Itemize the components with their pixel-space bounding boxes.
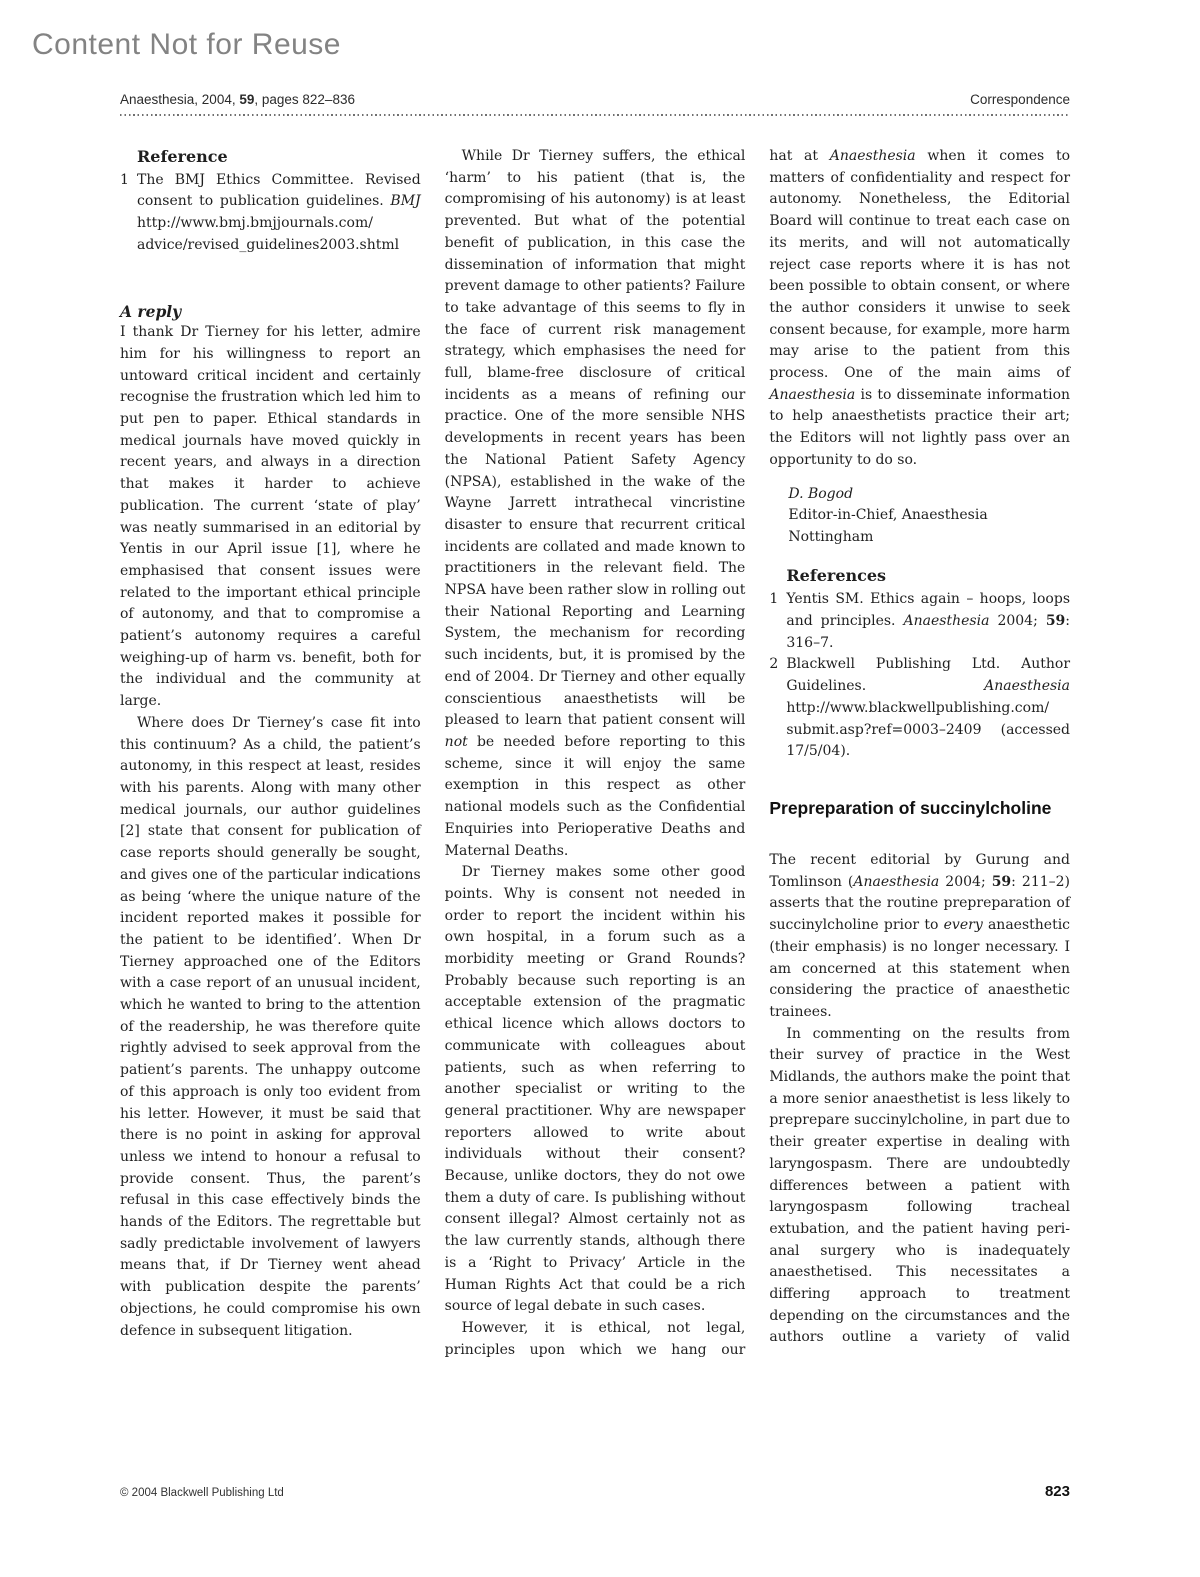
paragraph: hat at Anaesthesia when it comes to matters of confidentiality and respect for autonomy. Nonetheless, the Editorial Board will continue to treat each case on its merits, and will not automatically reject case reports where it is has not been possible to obtain consent, or where the author considers it unwise to seek consent because, for example, more harm may arise to the patient from this process. One of the main aims of Anaesthesia is to disseminate information to help anaesthetists practice their art; the Editors will not lightly pass over an opportunity to do so. <box>769 148 1071 468</box>
reference-item <box>120 170 421 257</box>
signature-location: Nottingham <box>788 528 874 545</box>
paragraph: I thank Dr Tierney for his letter, admire him for his willingness to report an untoward critical incident and certainly recognise the frustration which led him to put pen to paper. Ethical standards in medical journals have moved quickly in recent years, and always in a direction that makes it harder to achieve publication. The current ‘state of play’ was neatly summarised in an editorial by Yentis in our April issue [1], where he emphasised that consent issues were related to the important ethical principle of autonomy, and that to compromise a patient’s autonomy requires a careful weighing-up of harm vs. benefit, both for the individual and the community at large. <box>120 324 421 710</box>
paragraph: Where does Dr Tierney’s case fit into this continuum? As a child, the patient’s autonomy, in this respect at least, resides with his parents. Along with many other medical journals, our author guidelines [2] state that consent for publication of case reports should generally be sought, and gives one of the particular indications as being ‘where the unique nature of the incident reported makes it possible for the patient to be identified’. When Dr Tierney approached one of the Editors with a case report of an unusual incident, which he wanted to bring to the attention of the readership, he was therefore quite rightly advised to seek approval from the patient’s parents. The unhappy outcome of this approach is only too evident from his letter. However, it must be said that there is no point in asking for approval unless we intend to honour a refusal to provide consent. Thus, the parent’s refusal in this case effectively binds the hands of the Editors. The regrettable but sadly predictable involvement of lawyers means that, if Dr Tierney went ahead with publication despite the parents’ objections, he could compromise his own defence in subsequent litigation. <box>120 714 421 1339</box>
page-header <box>120 92 1070 107</box>
section-label: Correspondence <box>970 92 1070 107</box>
reference-number: 1 <box>120 171 129 188</box>
reference-number: 2 <box>769 656 779 673</box>
column-1 <box>120 146 421 1361</box>
copyright-notice: © 2004 Blackwell Publishing Ltd <box>120 1487 284 1499</box>
article-title: Prepreparation of succinylcholine <box>769 797 1052 818</box>
watermark-text: Content Not for Reuse <box>32 28 341 61</box>
paragraph: In commenting on the results from their survey of practice in the West Midlands, the authors make the point that a more senior anaesthetist is less likely to preprepare succinylcholine, in part due to their greater expertise in dealing with laryngospasm. There are undoubtedly differences between a patient with laryngospasm following tracheal extubation, and the patient having peri-anal surgery who is inadequately anaesthetised. This necessitates a differing approach to treatment depending on the circumstances and the authors outline a variety of valid <box>769 1025 1071 1346</box>
reference-text: Yentis SM. Ethics again – hoops, loops and principles. Anaesthesia 2004; 59: 316–7. <box>786 591 1071 651</box>
text-columns <box>120 146 1070 1361</box>
signature-block <box>788 484 1070 549</box>
header-dotted-rule <box>120 114 1070 116</box>
paragraph: The recent editorial by Gurung and Tomlinson (Anaesthesia 2004; 59: 211–2) asserts that the routine prepreparation of succinylcholine prior to every anaesthetic (their emphasis) is no longer necessary. I am concerned at this statement when considering the practice of anaesthetic trainees. <box>769 851 1071 1020</box>
reference-number: 1 <box>769 591 779 608</box>
reply-heading: A reply <box>120 301 182 321</box>
journal-citation: Anaesthesia, 2004, 59, pages 822–836 <box>120 92 355 107</box>
reference-heading: Reference <box>137 147 228 166</box>
reference-text: Blackwell Publishing Ltd. Author Guidelines. Anaesthesia http://www.blackwellpublishing.com/ submit.asp?ref=0003–2409 (accessed 17/5/04). <box>786 656 1071 760</box>
reference-item <box>769 654 1070 763</box>
signature-role: Editor-in-Chief, Anaesthesia <box>788 507 988 524</box>
column-3 <box>769 146 1070 1361</box>
page-number: 823 <box>1044 1483 1070 1500</box>
paragraph: Dr Tierney makes some other good points. Why is consent not needed in order to report the incident within his own hospital, in a forum such as a morbidity meeting or Grand Rounds? Probably because such reporting is an acceptable extension of the pragmatic ethical licence which allows doctors to communicate with colleagues about patients, such as when referring to another specialist or writing to the general practitioner. Why are newspaper reporters allowed to write about individuals without their consent? Because, unlike doctors, they do not owe them a duty of care. Is publishing without consent illegal? Almost certainly not as the law currently stands, although there is a ‘Right to Privacy’ Article in the Human Rights Act that could be a rich source of legal debate in such cases. <box>444 864 746 1315</box>
reference-item <box>769 589 1070 654</box>
reference-text: The BMJ Ethics Committee. Revised consent to publication guidelines. BMJ http://www.bmj.bmjjournals.com/ advice/revised_guidelines2003.shtml <box>137 171 421 253</box>
column-2 <box>445 146 746 1361</box>
references-heading: References <box>786 565 887 585</box>
paragraph: However, it is ethical, not legal, principles upon which we hang our <box>444 1319 746 1358</box>
paragraph: While Dr Tierney suffers, the ethical ‘harm’ to his patient (that is, the compromising of his autonomy) is at least prevented. But what of the potential benefit of publication, in this case the dissemination of information that might prevent damage to other patients? Failure to take advantage of this seems to fly in the face of current risk management strategy, which emphasises the need for full, blame-free disclosure of critical incidents as a means of refining our practice. One of the more sensible NHS developments in recent years has been the National Patient Safety Agency (NPSA), established in the wake of the Wayne Jarrett intrathecal vincristine disaster to ensure that recurrent critical incidents are collated and made known to practitioners in the relevant field. The NPSA have been rather slow in rolling out their National Reporting and Learning System, the mechanism for recording such incidents, but, it is promised by the end of 2004. Dr Tierney and other equally conscientious anaesthetists will be pleased to learn that patient consent will not be needed before reporting to this scheme, since it will enjoy the same exemption in this respect as other national models such as the Confidential Enquiries into Perioperative Deaths and Maternal Deaths. <box>444 148 746 859</box>
signature-name: D. Bogod <box>788 485 854 502</box>
page-footer <box>120 1483 1070 1500</box>
